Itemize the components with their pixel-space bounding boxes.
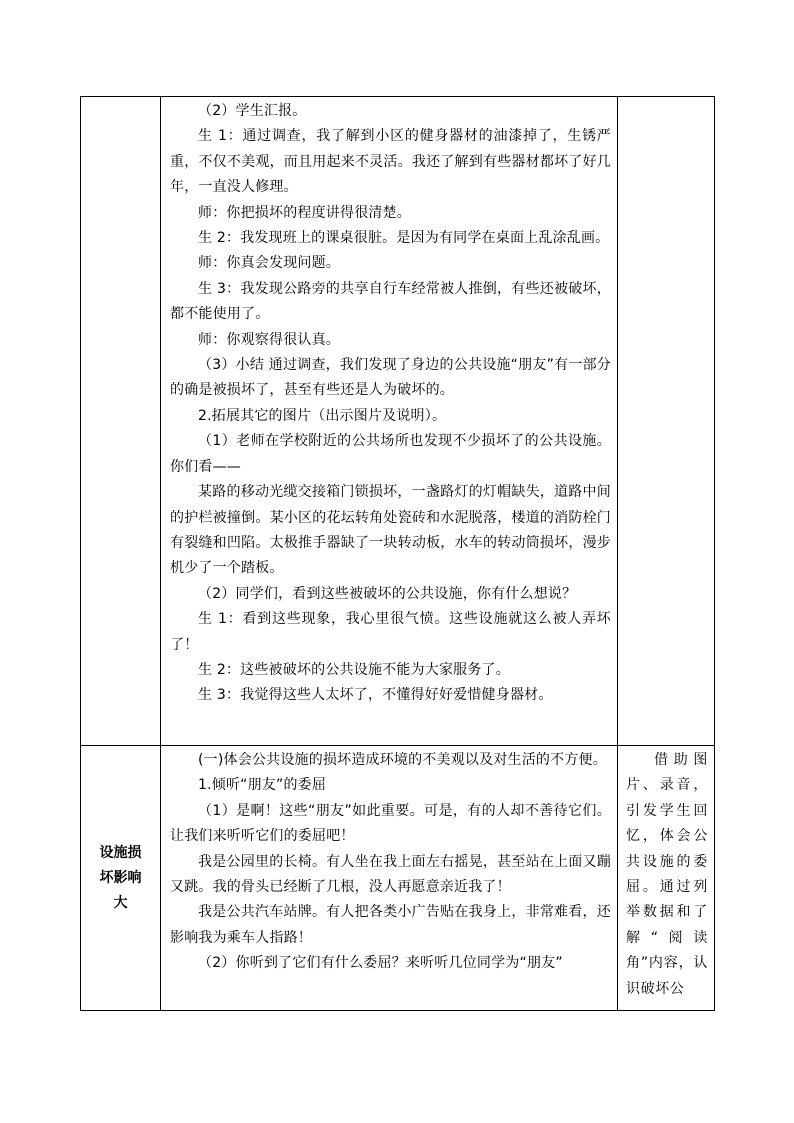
paragraph: 2.拓展其它的图片（出示图片及说明）。 bbox=[198, 407, 447, 424]
paragraph: (一)体会公共设施的损坏造成环境的不美观以及对生活的不方便。 bbox=[198, 752, 607, 768]
content-cell bbox=[161, 746, 618, 1011]
paragraph: 1.倾听“朋友”的委屈 bbox=[198, 777, 327, 794]
paragraph: 师：你真会发现问题。 bbox=[198, 255, 340, 272]
paragraph: （1）是啊！这些“朋友”如此重要。可是，有的人却不善待它们。让我们来听听它们的委屈吧！ bbox=[170, 802, 611, 845]
table-row bbox=[81, 746, 715, 1011]
note-cell bbox=[618, 97, 715, 746]
paragraph: 生 3：我发现公路旁的共享自行车经常被人推倒，有些还被破坏，都不能使用了。 bbox=[170, 280, 611, 323]
paragraph: （1）老师在学校附近的公共场所也发现不少损坏了的公共设施。你们看—— bbox=[170, 433, 611, 475]
teaching-note: 借助图片、录音，引发学生回忆，体会公共设施的委屈。通过列举数据和了解“阅读角”内容，认识破坏公 bbox=[626, 752, 708, 997]
note-cell bbox=[618, 746, 715, 1011]
lesson-plan-table bbox=[80, 96, 715, 1011]
paragraph: 师：你把损坏的程度讲得很清楚。 bbox=[198, 204, 411, 221]
paragraph: 某路的移动光缆交接箱门锁损坏，一盏路灯的灯帽缺失，道路中间的护栏被撞倒。某小区的花坛转角处瓷砖和水泥脱落，楼道的消防栓门有裂缝和凹陷。太极推手器缺了一块转动板，水车的转动筒损坏，漫步机少了一个踏板。 bbox=[170, 484, 611, 577]
paragraph: 生 1：看到这些现象，我心里很气愤。这些设施就这么被人弄坏了！ bbox=[170, 611, 611, 653]
paragraph: （2）你听到了它们有什么委屈？来听听几位同学为“朋友” bbox=[198, 955, 563, 972]
content-cell bbox=[161, 97, 618, 746]
paragraph: （2）同学们，看到这些被破坏的公共设施，你有什么想说？ bbox=[198, 585, 577, 602]
section-label-cell bbox=[81, 746, 161, 1011]
paragraph: 生 1：通过调查，我了解到小区的健身器材的油漆掉了，生锈严重，不仅不美观，而且用起来不灵活。我还了解到有些器材都坏了好几年，一直没人修理。 bbox=[170, 128, 611, 196]
paragraph: 我是公园里的长椅。有人坐在我上面左右摇晃，甚至站在上面又蹦又跳。我的骨头已经断了几根，没人再愿意亲近我了！ bbox=[170, 853, 611, 896]
paragraph: （2）学生汇报。 bbox=[198, 103, 307, 119]
paragraph: 师：你观察得很认真。 bbox=[198, 331, 340, 348]
table-row bbox=[81, 97, 715, 746]
section-label-cell bbox=[81, 97, 161, 746]
paragraph: 生 2：这些被破坏的公共设施不能为大家服务了。 bbox=[198, 661, 510, 678]
paragraph: 生 3：我觉得这些人太坏了，不懂得好好爱惜健身器材。 bbox=[198, 687, 553, 704]
paragraph: （3）小结 通过调查，我们发现了身边的公共设施“朋友”有一部分的确是被损坏了，甚至有些还是人为破坏的。 bbox=[170, 357, 611, 399]
section-label: 设施损坏影响大 bbox=[99, 844, 142, 911]
paragraph: 生 2：我发现班上的课桌很脏。是因为有同学在桌面上乱涂乱画。 bbox=[198, 230, 610, 247]
paragraph: 我是公共汽车站牌。有人把各类小广告贴在我身上，非常难看，还影响我为乘车人指路！ bbox=[170, 904, 611, 946]
